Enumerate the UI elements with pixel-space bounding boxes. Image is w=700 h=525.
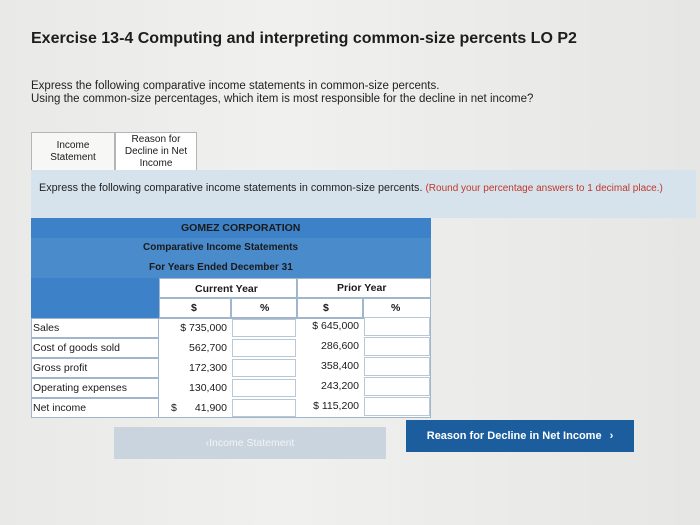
tab-label-line: Decline in Net bbox=[124, 146, 188, 157]
current-cogs-value: 562,700 bbox=[189, 342, 227, 354]
prior-net-income-value: $ 115,200 bbox=[313, 400, 359, 412]
prior-gross-profit-percent-input[interactable] bbox=[364, 357, 430, 376]
current-year-header: Current Year bbox=[195, 283, 258, 295]
statement-title: Comparative Income Statements bbox=[143, 242, 299, 253]
next-reason-button[interactable] bbox=[406, 420, 634, 452]
chevron-left-icon: ‹ bbox=[205, 437, 210, 449]
current-dollar-header: $ bbox=[191, 302, 197, 314]
tab-reason-for-decline[interactable] bbox=[115, 132, 197, 172]
period-title: For Years Ended December 31 bbox=[149, 262, 293, 273]
row-label-net-income: Net income bbox=[33, 402, 87, 414]
chevron-right-icon: › bbox=[609, 430, 614, 442]
page-title: Exercise 13-4 Computing and interpreting common-size percents LO P2 bbox=[31, 30, 577, 47]
prior-cogs-value: 286,600 bbox=[321, 340, 359, 352]
panel-rounding-note: (Round your percentage answers to 1 decimal place.) bbox=[425, 183, 663, 194]
prior-cogs-percent-input[interactable] bbox=[364, 337, 430, 356]
current-percent-header: % bbox=[260, 302, 270, 314]
current-sales-value: $ 735,000 bbox=[180, 322, 227, 334]
prior-gross-profit-value: 358,400 bbox=[321, 360, 359, 372]
current-operating-expenses-percent-input[interactable] bbox=[232, 379, 296, 397]
tab-label-line: Income bbox=[56, 140, 90, 151]
current-net-income-percent-input[interactable] bbox=[232, 399, 296, 417]
panel-instruction: Express the following comparative income statements in common-size percents. bbox=[39, 182, 423, 194]
prior-percent-header: % bbox=[391, 302, 401, 314]
prev-income-statement-button[interactable] bbox=[114, 427, 386, 459]
row-label-cogs: Cost of goods sold bbox=[33, 342, 120, 354]
tab-income-statement[interactable] bbox=[31, 132, 115, 172]
prior-sales-percent-input[interactable] bbox=[364, 317, 430, 336]
company-name: GOMEZ CORPORATION bbox=[181, 222, 301, 234]
prior-operating-expenses-percent-input[interactable] bbox=[364, 377, 430, 396]
next-button-label: Reason for Decline in Net Income bbox=[426, 430, 602, 442]
current-net-income-value: 41,900 bbox=[194, 402, 227, 414]
tab-label-line: Statement bbox=[50, 152, 96, 163]
prev-button-label: Income Statement bbox=[209, 437, 295, 449]
prior-operating-expenses-value: 243,200 bbox=[321, 380, 359, 392]
prior-sales-value: $ 645,000 bbox=[312, 320, 359, 332]
instruction-panel bbox=[31, 170, 696, 218]
tab-bar bbox=[31, 132, 197, 172]
instruction-line-1: Express the following comparative income statements in common-size percents. bbox=[31, 80, 440, 92]
instruction-line-2: Using the common-size percentages, which item is most responsible for the decline in net income? bbox=[31, 93, 534, 105]
prior-dollar-header: $ bbox=[323, 302, 329, 314]
tab-label-line: Reason for bbox=[131, 134, 181, 145]
panel-text bbox=[39, 182, 689, 195]
current-cogs-percent-input[interactable] bbox=[232, 339, 296, 357]
row-label-operating-expenses: Operating expenses bbox=[33, 382, 127, 394]
prior-net-income-percent-input[interactable] bbox=[364, 397, 430, 416]
current-operating-expenses-value: 130,400 bbox=[189, 382, 227, 394]
tab-label-line: Income bbox=[139, 158, 173, 169]
current-sales-percent-input[interactable] bbox=[232, 319, 296, 337]
prior-year-header: Prior Year bbox=[337, 282, 387, 294]
income-statement-table bbox=[31, 218, 431, 418]
row-label-gross-profit: Gross profit bbox=[33, 362, 88, 374]
row-label-sales: Sales bbox=[33, 322, 60, 334]
current-gross-profit-value: 172,300 bbox=[189, 362, 227, 374]
current-gross-profit-percent-input[interactable] bbox=[232, 359, 296, 377]
prior-dollar-header-cell bbox=[297, 298, 363, 318]
current-net-income-dollar-sign: $ bbox=[171, 402, 177, 414]
